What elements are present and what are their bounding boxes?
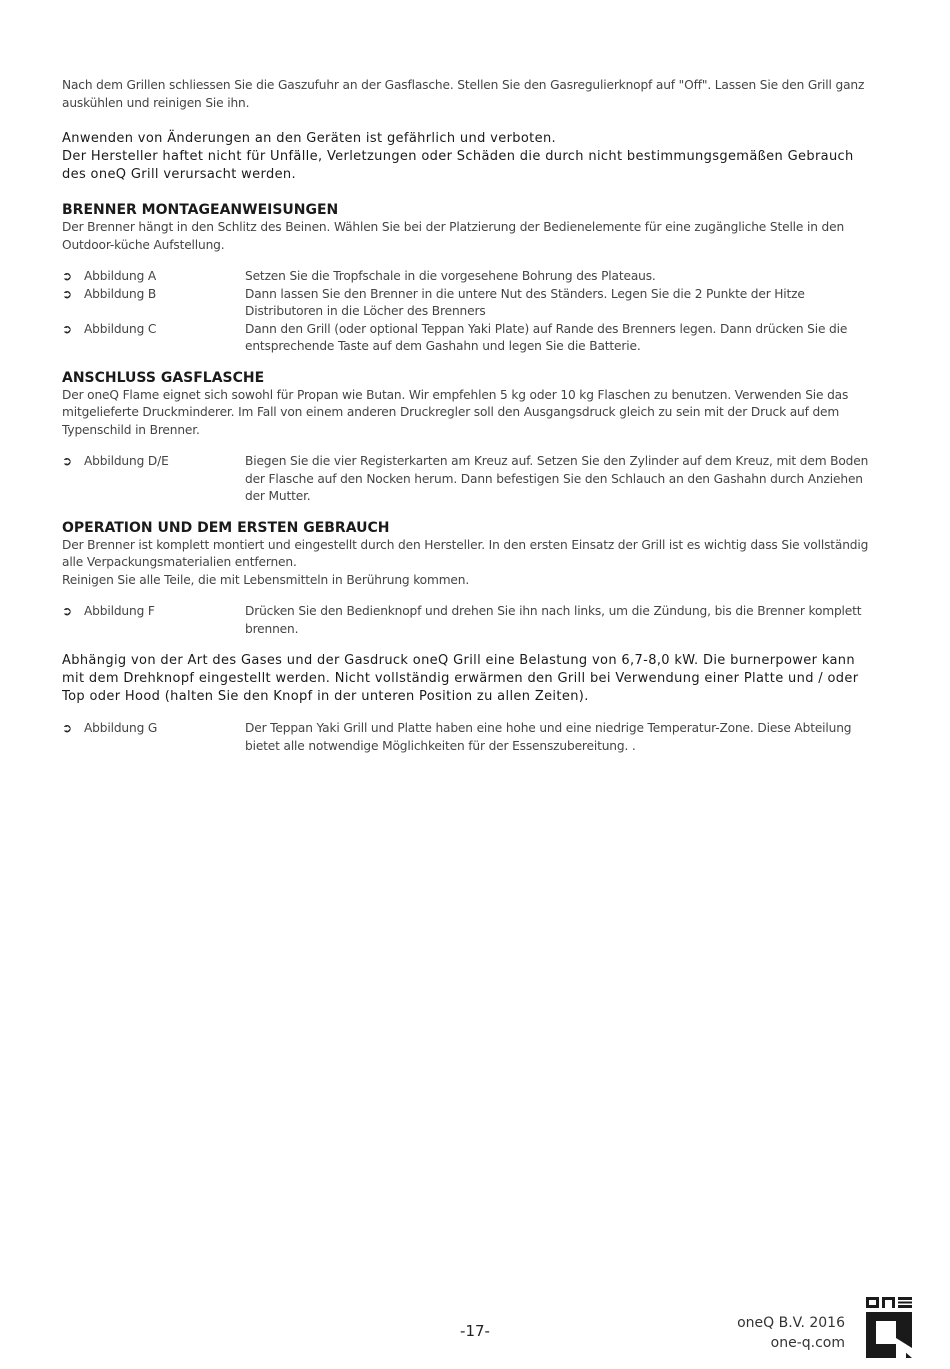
gasflasche-heading: ANSCHLUSS GASFLASCHE <box>62 369 265 386</box>
list-item <box>62 603 874 638</box>
figure-description: Drücken Sie den Bedienknopf und drehen Sie ihn nach links, um die Zündung, bis die Brenner komplett brennen. <box>245 604 862 636</box>
arrow-right-circle-icon: ➲ <box>62 286 72 301</box>
power-note: Abhängig von der Art des Gases und der Gasdruck oneQ Grill eine Belastung von 6,7-8,0 kW. Die burnerpower kann mit dem Drehknopf eingestellt werden. Nicht vollständig erwärmen den Grill bei Verwendung einer Platte und / oder Top oder Hood (halten Sie den Knopf in der unteren Position zu allen Zeiten). <box>62 653 859 704</box>
figure-description: Biegen Sie die vier Registerkarten am Kreuz auf. Setzen Sie den Zylinder auf dem Kreuz, mit dem Boden der Flasche auf den Nocken herum. Dann befestigen Sie den Schlauch an den Gashahn durch Anziehen der Mutter. <box>245 454 869 503</box>
list-item <box>62 286 874 321</box>
figure-description: Setzen Sie die Tropfschale in die vorgesehene Bohrung des Plateaus. <box>245 269 656 283</box>
figure-label: Abbildung B <box>84 286 157 301</box>
brenner-paragraph: Der Brenner hängt in den Schlitz des Beinen. Wählen Sie bei der Platzierung der Bedienelemente für eine zugängliche Stelle in den Outdoor-küche Aufstellung. <box>62 220 845 252</box>
list-item <box>62 268 874 286</box>
operation-paragraph-2: Reinigen Sie alle Teile, die mit Lebensmitteln in Berührung kommen. <box>62 572 470 587</box>
list-item <box>62 720 874 755</box>
oneq-logo <box>865 1296 913 1359</box>
operation-heading: OPERATION UND DEM ERSTEN GEBRAUCH <box>62 519 390 536</box>
brenner-heading: BRENNER MONTAGEANWEISUNGEN <box>62 202 339 218</box>
website-text: one-q.com <box>770 1335 845 1351</box>
page-number: -17- <box>460 1322 490 1340</box>
operation-paragraph-1: Der Brenner ist komplett montiert und eingestellt durch den Hersteller. In den ersten Einsatz der Grill ist es wichtig dass Sie vollständig alle Verpackungsmaterialien entfernen. <box>62 537 869 569</box>
footer-company-block <box>737 1313 845 1353</box>
figure-description: Dann den Grill (oder optional Teppan Yaki Plate) auf Rande des Brenners legen. Dann drücken Sie die entsprechende Taste auf dem Gashahn und legen Sie die Batterie. <box>245 321 848 353</box>
warning-line-1: Anwenden von Änderungen an den Geräten ist gefährlich und verboten. <box>62 131 557 146</box>
figure-label: Abbildung C <box>84 321 157 336</box>
figure-description: Dann lassen Sie den Brenner in die untere Nut des Ständers. Legen Sie die 2 Punkte der Hitze Distributoren in die Löcher des Brenners <box>245 286 805 318</box>
intro-paragraph: Nach dem Grillen schliessen Sie die Gaszufuhr an der Gasflasche. Stellen Sie den Gasregulierknopf auf "Off". Lassen Sie den Grill ganz auskühlen und reinigen Sie ihn. <box>62 78 865 110</box>
figure-label: Abbildung A <box>84 269 157 283</box>
list-item <box>62 453 874 506</box>
company-name: oneQ B.V. 2016 <box>737 1315 845 1331</box>
arrow-right-circle-icon: ➲ <box>62 321 72 336</box>
figure-label: Abbildung D/E <box>84 454 169 468</box>
document-body <box>62 77 874 755</box>
warning-line-2: Der Hersteller haftet nicht für Unfälle, Verletzungen oder Schäden die durch nicht bestimmungsgemäßen Gebrauch des oneQ Grill verursacht werden. <box>62 149 854 182</box>
figure-description: Der Teppan Yaki Grill und Platte haben eine hohe und eine niedrige Temperatur-Zone. Diese Abteilung bietet alle notwendige Möglichkeiten für der Essenszubereitung. . <box>245 721 852 753</box>
list-item <box>62 321 874 356</box>
figure-label: Abbildung G <box>84 721 158 735</box>
arrow-right-circle-icon: ➲ <box>62 454 72 468</box>
gasflasche-paragraph: Der oneQ Flame eignet sich sowohl für Propan wie Butan. Wir empfehlen 5 kg oder 10 kg Flaschen zu benutzen. Verwenden Sie das mitgelieferte Druckminderer. Im Fall von einem anderen Druckregler soll den Ausgangsdruck gleich zu sein mit der Druck auf dem Typenschild in Brenner. <box>62 387 849 437</box>
figure-label: Abbildung F <box>84 604 155 618</box>
arrow-right-circle-icon: ➲ <box>62 721 72 735</box>
arrow-right-circle-icon: ➲ <box>62 269 72 283</box>
arrow-right-circle-icon: ➲ <box>62 604 72 618</box>
